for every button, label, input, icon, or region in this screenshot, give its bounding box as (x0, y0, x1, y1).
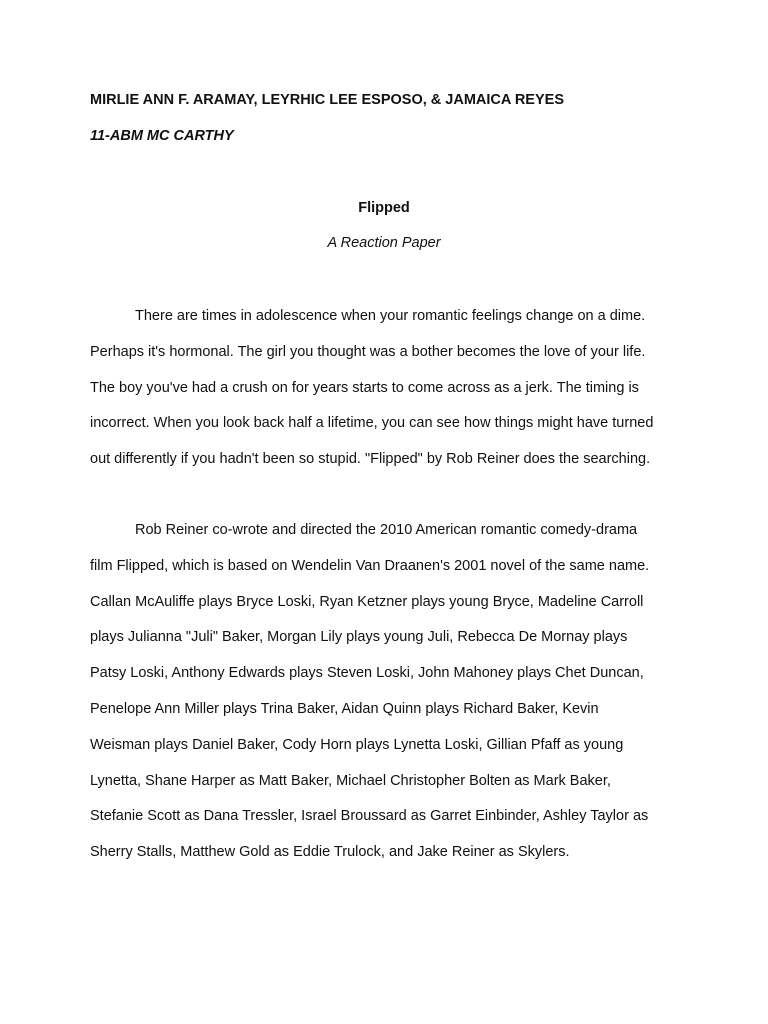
paragraph-line: The boy you've had a crush on for years starts to come across as a jerk. The timing is (90, 379, 639, 396)
paragraph-line: Patsy Loski, Anthony Edwards plays Steven Loski, John Mahoney plays Chet Duncan, (90, 665, 644, 682)
class-section: 11-ABM MC CARTHY (90, 128, 234, 144)
document-title: Flipped (358, 200, 410, 216)
paragraph-line: Stefanie Scott as Dana Tressler, Israel Broussard as Garret Einbinder, Ashley Taylor as (90, 808, 649, 825)
paragraph-line: film Flipped, which is based on Wendelin Van Draanen's 2001 novel of the same name. (90, 557, 650, 574)
paragraph-2 (90, 520, 690, 878)
document-subtitle: A Reaction Paper (327, 235, 441, 251)
paragraph-line: Penelope Ann Miller plays Trina Baker, Aidan Quinn plays Richard Baker, Kevin (90, 700, 599, 717)
paragraph-line: Perhaps it's hormonal. The girl you thought was a bother becomes the love of your life. (90, 343, 646, 360)
paragraph-1 (90, 306, 690, 485)
paragraph-line: There are times in adolescence when your romantic feelings change on a dime. (135, 308, 646, 324)
paragraph-line: incorrect. When you look back half a lifetime, you can see how things might have turned (90, 415, 654, 432)
paragraph-line: Lynetta, Shane Harper as Matt Baker, Michael Christopher Bolten as Mark Baker, (90, 772, 611, 789)
paragraph-line: plays Julianna "Juli" Baker, Morgan Lily plays young Juli, Rebecca De Mornay plays (90, 629, 628, 646)
paragraph-line: Rob Reiner co-wrote and directed the 2010 American romantic comedy-drama (135, 522, 638, 538)
paragraph-line: out differently if you hadn't been so stupid. "Flipped" by Rob Reiner does the searching. (90, 451, 651, 468)
paragraph-line: Weisman plays Daniel Baker, Cody Horn plays Lynetta Loski, Gillian Pfaff as young (90, 736, 624, 753)
paragraph-line: Sherry Stalls, Matthew Gold as Eddie Trulock, and Jake Reiner as Skylers. (90, 844, 570, 861)
paragraph-line: Callan McAuliffe plays Bryce Loski, Ryan Ketzner plays young Bryce, Madeline Carroll (90, 593, 644, 610)
author-names: MIRLIE ANN F. ARAMAY, LEYRHIC LEE ESPOSO, & JAMAICA REYES (90, 92, 564, 108)
